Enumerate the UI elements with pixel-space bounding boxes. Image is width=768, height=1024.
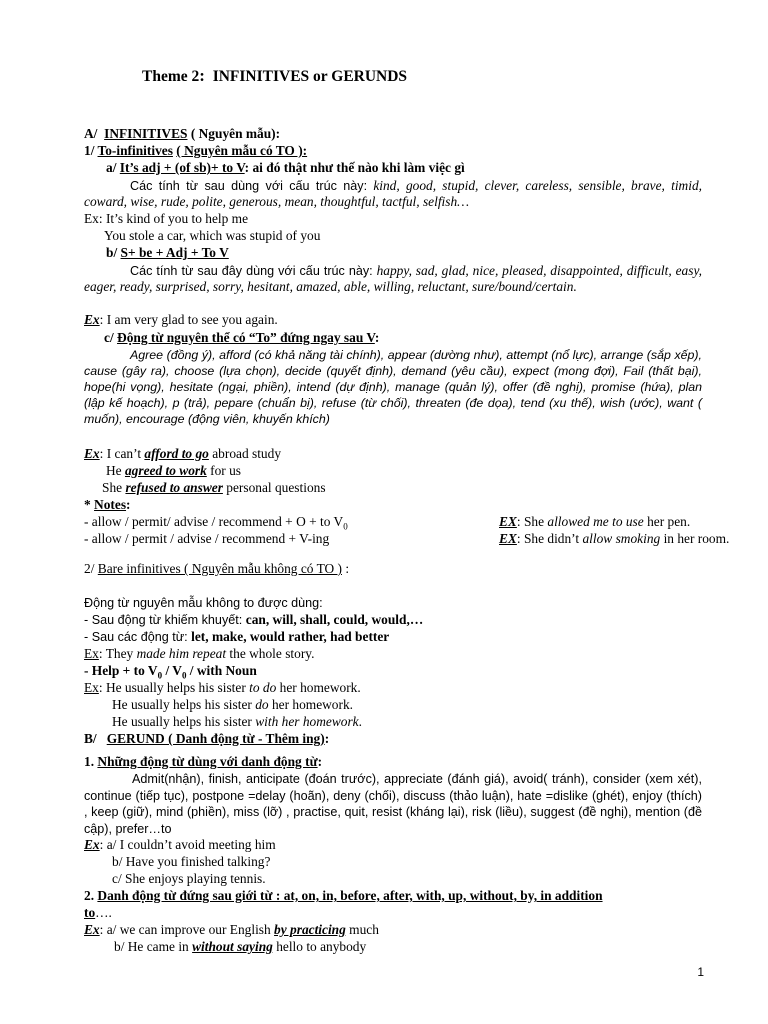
subsection-a-example-1: Ex: It’s kind of you to help me xyxy=(84,211,249,226)
subsection-c-verb-list: Agree (đồng ý), afford (có khả năng tài chính), appear (dường như), attempt (nổ lực), arrange (sắp xếp), cause (gây ra), choose (lựa chọn), decide (quyết định), demand (yêu cầu), expect (mong đợi), Fail (thất bại), hope(hi vọng), hesitate (ngại, phiền), intend (dự định), manage (quản lý), offer (đề nghị), promise (hứa), plan (lập kế hoạch), p (trả), pepare (chuẩn bị), refuse (từ chối), threaten (đe dọa), tend (xu thế), wish (ước), want ( muốn), encourage (động viên, khuyến khích) xyxy=(84,348,702,426)
gerund-1-example-1: Ex: a/ I couldn’t avoid meeting him xyxy=(84,837,276,852)
subsection-a-heading: a/ It’s adj + (of sb)+ to V: ai đó thật như thế nào khi làm việc gì xyxy=(106,160,465,175)
subsection-c-example-3: She refused to answer personal questions xyxy=(102,480,326,495)
gerund-1-heading: 1. Những động từ dùng với danh động từ: xyxy=(84,754,323,769)
subsection-c-heading: c/ Động từ nguyên thể có “To” đứng ngay sau V: xyxy=(104,330,380,345)
help-pattern: - Help + to $V_0 / V_0$ / with Noun xyxy=(84,663,257,681)
gerund-2-heading-cont: to…. xyxy=(84,905,112,920)
notes-example-1: EX: She allowed me to use her pen. xyxy=(499,514,691,529)
page-title xyxy=(142,68,407,85)
gerund-1-example-2: b/ Have you finished talking? xyxy=(112,854,271,869)
subsection-c-example-1: Ex: I can’t afford to go abroad study xyxy=(84,446,282,461)
subsection-c-example-2: He agreed to work for us xyxy=(106,463,242,478)
section-b-heading: B/ GERUND ( Danh động từ - Thêm ing): xyxy=(84,731,330,746)
subsection-b-example: Ex: I am very glad to see you again. xyxy=(84,312,278,327)
gerund-1-example-3: c/ She enjoys playing tennis. xyxy=(112,871,266,886)
help-example-2: He usually helps his sister do her homework. xyxy=(112,697,354,712)
help-example-3: He usually helps his sister with her homework. xyxy=(112,714,362,729)
section-2-intro: Động từ nguyên mẫu không to được dùng: xyxy=(84,596,323,610)
section-2-item-2: - Sau các động từ: let, make, would rather, had better xyxy=(84,629,390,644)
page-number: 1 xyxy=(697,965,704,979)
gerund-1-verb-list: Admit(nhận), finish, anticipate (đoán trước), appreciate (đánh giá), avoid( tránh), consider (xem xét), continue (tiếp tục), postpone =delay (hoãn), deny (chối), discuss (thảo luận), hate =dislike (ghét), enjoy (thích) , keep (giữ), mind (phiền), miss (lỡ) , practise, quit, resist (kháng lại), risk (liều), suggest (đề nghị), mention (đề cập), prefer…to xyxy=(84,772,702,836)
gerund-2-heading: 2. Danh động từ đứng sau giới từ : at, on, in, before, after, with, up, without, by, in addition xyxy=(84,888,603,903)
title-prefix: Theme 2 xyxy=(142,68,200,85)
notes-rule-2: - allow / permit / advise / recommend + V-ing EX: She didn’t allow smoking in her room. xyxy=(84,531,730,546)
gerund-2-example-2: b/ He came in without saying hello to anybody xyxy=(114,939,367,954)
section-2-example: Ex: They made him repeat the whole story. xyxy=(84,646,315,661)
subsection-a-example-2: You stole a car, which was stupid of you xyxy=(104,228,321,243)
subsection-a-description: Các tính từ sau dùng với cấu trúc này: kind, good, stupid, clever, careless, sensible, brave, timid, coward, wise, rude, polite, generous, mean, thoughtful, tactful, selfish… xyxy=(84,178,702,209)
gerund-2-example-1: Ex: a/ we can improve our English by practicing much xyxy=(84,922,379,937)
section-2-heading: 2/ Bare infinitives ( Nguyên mẫu không có TO ) : xyxy=(84,561,350,576)
notes-rule-1: - allow / permit/ advise / recommend + O + to $V_0$ EX: She allowed me to use her pen. xyxy=(84,514,691,532)
section-2-item-1: - Sau động từ khiếm khuyết: can, will, shall, could, would,… xyxy=(84,612,424,627)
notes-heading: * Notes: xyxy=(84,497,131,512)
section-a-heading: A/ INFINITIVES ( Nguyên mẫu): xyxy=(84,126,281,141)
subsection-b-heading: b/ S+ be + Adj + To V xyxy=(106,245,229,260)
section-1-heading: 1/ To-infinitives ( Nguyên mẫu có TO ): xyxy=(84,143,308,158)
notes-example-2: EX: She didn’t allow smoking in her room. xyxy=(499,531,730,546)
help-example-1: Ex: He usually helps his sister to do her homework. xyxy=(84,680,361,695)
title-text: INFINITIVES or GERUNDS xyxy=(212,68,408,85)
title-colon: : xyxy=(199,66,205,85)
subsection-b-description: Các tính từ sau đây dùng với cấu trúc này: happy, sad, glad, nice, pleased, disappointed, difficult, easy, eager, ready, surprised, sorry, hesitant, amazed, able, willing, reluctant, sure/bound/certain. xyxy=(84,263,702,294)
